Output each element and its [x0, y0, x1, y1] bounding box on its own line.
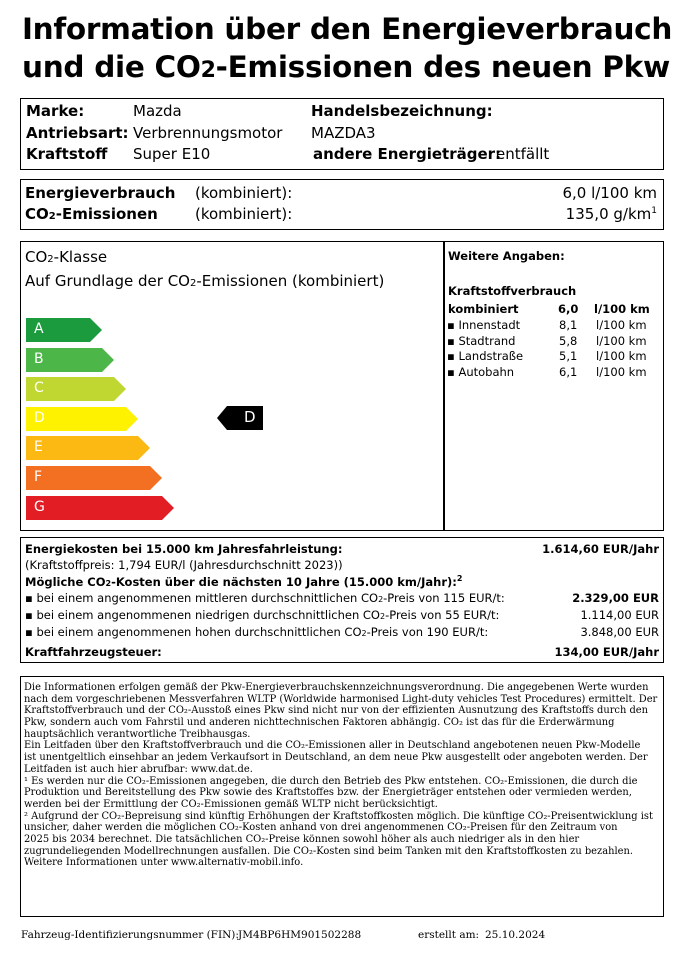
co2-costs-footnote: 2 [456, 574, 463, 583]
energy-consumption-label: Energieverbrauch [25, 184, 176, 202]
title-line-2-sub: 2 [200, 58, 216, 83]
co2-costs-heading [25, 574, 462, 589]
co2-cost-scenario-label: ▪ bei einem angenommenen hohen durchschnittlichen CO2-Preis von 190 EUR/t: [25, 625, 489, 639]
make-label: Marke: [26, 102, 85, 120]
vehicle-tax-label: Kraftfahrzeugsteuer: [25, 645, 162, 659]
vin-label: Fahrzeug-Identifizierungsnummer (FIN): [21, 929, 239, 941]
co2-class-heading [25, 248, 107, 266]
co2-class-f-arrow [26, 466, 162, 494]
fuel-price-note: (Kraftstoffpreis: 1,794 EUR/l (Jahresdurchschnitt 2023)) [25, 558, 343, 572]
title-line-2-pre: und die CO [22, 50, 201, 84]
co2-emissions-mode: (kombiniert): [195, 205, 293, 223]
co2-class-heading-pre: CO [25, 248, 48, 266]
legal-line: Pkw, sondern auch vom Fahrstil und anderen nichttechnischen Faktoren abhängig. CO₂ ist das für die Erderwärmung [24, 717, 615, 729]
fuel-consumption-row-label: ▪ Landstraße [447, 349, 524, 363]
co2-cost-scenario-label: ▪ bei einem angenommenen niedrigen durchschnittlichen CO2-Preis von 55 EUR/t: [25, 608, 500, 622]
consumption-box [20, 179, 664, 230]
co2-cost-scenario-label: ▪ bei einem angenommenen mittleren durchschnittlichen CO2-Preis von 115 EUR/t: [25, 591, 505, 605]
trade-name-value: MAZDA3 [311, 124, 376, 142]
co2-costs-heading-post: -Kosten über die nächsten 10 Jahre (15.000 km/Jahr): [111, 574, 457, 589]
drive-label: Antriebsart: [26, 124, 129, 142]
co2-class-a-arrow [26, 318, 102, 346]
legal-line: 2025 bis 2034 berechnet. Die tatsächlichen CO₂-Preise können sowohl höher als auch niedriger als in den hier [24, 833, 580, 845]
co2-emissions-value-text: 135,0 g/km [565, 205, 652, 223]
page-title [22, 10, 672, 90]
co2-class-letter: F [34, 469, 43, 485]
fuel-consumption-row-label: ▪ Stadtrand [447, 333, 516, 348]
combined-label: kombiniert [448, 302, 519, 316]
further-info-heading: Weitere Angaben: [448, 249, 565, 263]
legal-notes-text [24, 682, 660, 869]
energy-costs-label: Energiekosten bei 15.000 km Jahresfahrleistung: [25, 542, 343, 556]
co2-class-g-arrow [26, 496, 174, 524]
co2-class-arrow-shape [26, 436, 150, 460]
co2-class-subtitle-sub: 2 [190, 278, 197, 289]
co2-emissions-value [566, 205, 657, 223]
vehicle-info-box [20, 98, 664, 170]
co2-class-heading-post: -Klasse [53, 248, 108, 266]
co2-emissions-label [25, 205, 158, 223]
co2-cost-scenario-value: 1.114,00 EUR [580, 608, 659, 622]
legal-line: hauptsächlich verantwortliche Treibhausgas. [24, 728, 251, 740]
co2-class-letter: G [34, 498, 45, 515]
co2-costs-heading-pre: Mögliche CO [25, 574, 106, 589]
co2-class-letter: D [34, 409, 45, 426]
legal-line: Ein Leitfaden über den Kraftstoffverbrauch und die CO₂-Emissionen aller in Deutschland angebotenen neuen Pkw-Modelle [24, 740, 641, 752]
legal-line: nach dem vorgeschriebenen Messverfahren WLTP (Worldwide harmonised Light-duty vehicles Test Procedures) ermittelt. Der [24, 693, 658, 705]
co2-class-letter: C [34, 380, 44, 397]
co2-class-subtitle-pre: Auf Grundlage der CO [25, 272, 190, 290]
make-value: Mazda [133, 102, 182, 120]
legal-line: unsicher, daher werden die möglichen CO₂-Kosten anhand von drei angenommenen CO₂-Preisen für den Zeitraum von [24, 822, 618, 834]
drive-value: Verbrennungsmotor [133, 124, 283, 142]
co2-class-d-arrow [26, 407, 138, 435]
legal-line: Produktion und Bereitstellung des Pkw sowie des Kraftstoffes bzw. der Energieträger entstehen oder vermieden werden, [24, 787, 632, 799]
energy-consumption-value: 6,0 l/100 km [562, 184, 657, 202]
legal-line: Die Informationen erfolgen gemäß der Pkw-Energieverbrauchskennzeichnungsverordnung. Die angegebenen Werte wurden [24, 682, 649, 693]
co2-class-subtitle [25, 272, 384, 290]
fuel-consumption-row-unit: l/100 km [596, 364, 647, 379]
fuel-consumption-row-unit: l/100 km [596, 333, 647, 348]
costs-box [20, 537, 664, 663]
co2-cost-scenario-value: 2.329,00 EUR [572, 591, 659, 605]
fuel-label: Kraftstoff [26, 145, 108, 163]
fuel-consumption-row-unit: l/100 km [596, 318, 647, 332]
column-divider [443, 242, 445, 530]
energy-costs-value: 1.614,60 EUR/Jahr [542, 542, 659, 556]
current-class-letter: D [244, 408, 256, 426]
fuel-consumption-heading: Kraftstoffverbrauch [448, 284, 577, 298]
co2-class-b-arrow [26, 348, 114, 376]
co2-emissions-label-post: -Emissionen [55, 205, 158, 223]
legal-line: ² Aufgrund der CO₂-Bepreisung sind künftig Erhöhungen der Kraftstoffkosten möglich. Die künftige CO₂-Preisentwicklung ist [24, 810, 653, 822]
co2-cost-scenario-value: 3.848,00 EUR [580, 625, 659, 639]
co2-emissions-label-pre: CO [25, 205, 49, 223]
fuel-value: Super E10 [133, 145, 211, 163]
fuel-consumption-row-unit: l/100 km [596, 349, 647, 363]
fuel-consumption-row-value: 8,1 [559, 318, 578, 332]
created-label: erstellt am: [418, 929, 480, 941]
other-energy-label: andere Energieträger: [313, 145, 502, 163]
vin-value: JM4BP6HM901502288 [238, 929, 362, 941]
current-class-indicator [217, 406, 263, 430]
vehicle-tax-value: 134,00 EUR/Jahr [554, 645, 659, 659]
energy-consumption-mode: (kombiniert): [195, 184, 293, 202]
co2-class-e-arrow [26, 436, 150, 464]
co2-class-letter: A [34, 321, 44, 337]
fuel-consumption-row-label: ▪ Innenstadt [447, 318, 521, 332]
legal-line: ¹ Es werden nur die CO₂-Emissionen angegeben, die durch den Betrieb des Pkw entstehen. CO₂-Emissionen, die durch die [24, 775, 638, 787]
co2-class-heading-sub: 2 [47, 254, 54, 265]
co2-class-subtitle-post: -Emissionen (kombiniert) [196, 272, 385, 290]
co2-class-letter: E [34, 439, 43, 456]
fuel-consumption-row-value: 5,1 [559, 349, 578, 363]
co2-class-arrow-shape [26, 466, 162, 490]
co2-class-arrow-shape [26, 496, 174, 520]
title-line-1: Information über den Energieverbrauch [22, 12, 673, 46]
co2-emissions-label-sub: 2 [48, 211, 56, 222]
fuel-consumption-row-label: ▪ Autobahn [447, 364, 515, 379]
legal-line: zugrundeliegenden Modellrechnungen ausfallen. Die CO₂-Kosten sind beim Tanken mit den Kraftstoffkosten zu bezahlen. [24, 845, 633, 857]
title-line-2 [22, 48, 672, 90]
legal-line: Kraftstoffverbrauch und der CO₂-Ausstoß eines Pkw sind nicht nur von der effizienten Ausnutzung des Kraftstoffs durch den [24, 705, 648, 717]
legal-line: Leitfaden ist auch hier abrufbar: www.dat.de. [24, 763, 253, 775]
co2-class-letter: B [34, 350, 44, 367]
title-line-2-post: -Emissionen des neuen Pkw [215, 50, 670, 84]
co2-class-box [20, 241, 664, 531]
co2-costs-heading-sub: 2 [105, 578, 112, 588]
co2-class-c-arrow [26, 377, 126, 405]
created-value: 25.10.2024 [485, 929, 546, 941]
legal-line: ist unentgeltlich einsehbar an jedem Verkaufsort in Deutschland, an dem neue Pkw ausgestellt oder angeboten werden. Der [24, 752, 648, 764]
legal-line: werden bei der Ermittlung der CO₂-Emissionen gemäß WLTP nicht berücksichtigt. [24, 798, 438, 810]
fuel-consumption-row-value: 6,1 [559, 364, 578, 379]
other-energy-value: entfällt [496, 145, 550, 163]
combined-value: 6,0 [558, 302, 579, 316]
trade-name-label: Handelsbezeichnung: [311, 102, 493, 120]
combined-unit: l/100 km [594, 302, 650, 316]
legal-line: Weitere Informationen unter www.alternativ-mobil.info. [24, 857, 304, 869]
co2-emissions-footnote: 1 [651, 206, 657, 216]
fuel-consumption-row-value: 5,8 [559, 333, 578, 348]
